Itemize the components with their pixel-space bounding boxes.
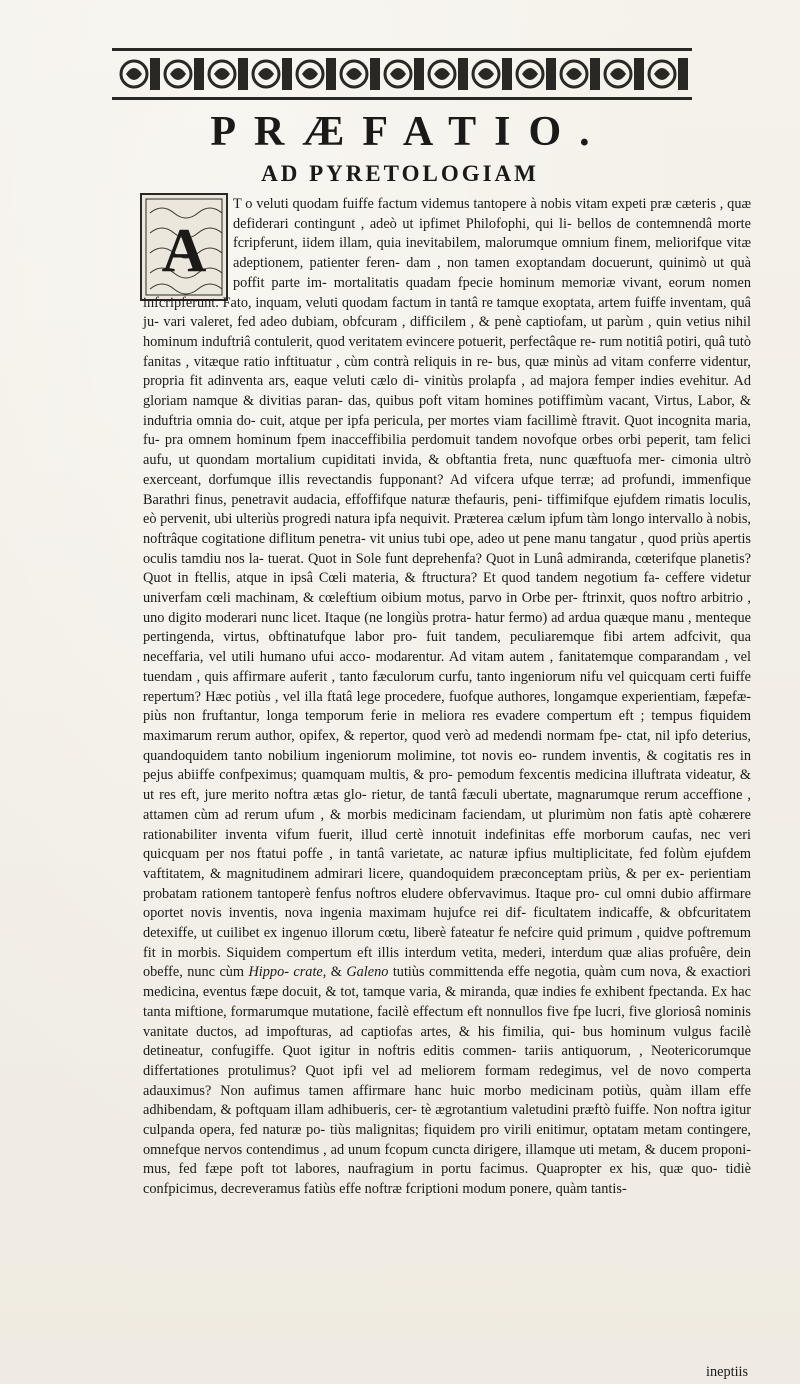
head-ornament-band: [112, 48, 692, 100]
author-name-galen: Galeno: [346, 964, 389, 981]
preface-body: [143, 195, 751, 1200]
preface-title: PRÆFATIO.: [210, 109, 608, 155]
preface-subtitle: AD PYRETOLOGIAM: [261, 161, 539, 186]
body-text-main: T o veluti quodam fuiffe factum videmus tantopere à nobis vitam expeti præ cæteris , quæ defiderari contingunt , adeò ut ipfimet Philofophi, qui li- bellos de contemnendâ morte fcripferunt, iidem illam, quia inevitabilem, malorumque omnium finem, meliorifque vitæ adeptionem, patienter feren- dam , non tamen exoptandam docuerunt, quinimò ut quà poffit parte im- mortalitatis quadam fpecie hominum memoriæ vivant, eorum nomen infcripferunt. Fato, inquam, veluti quodam factum in tantâ re tamque exoptata, artem fuiffe inventam, quâ ju- vari valeret, fed adeo dubiam, obfcuram , difficilem , & penè captiofam, ut parùm , quin vetius nihil hominum induftriâ contulerit, quod veritatem evincere potuerit, perfectâque re- rum notitiâ potiri, quâ tutò fanitas , vitæque ratio inftituatur , cùm contrà reliquis in re- bus, quæ minùs ad vitam conferre videntur, propria fit adinventa ars, eaque veluti cælo di- vinitùs prolapfa , ad majora femper indies evehitur. Ad gloriam namque & divitias paran- das, quibus poft vitam homines potiffimùm vacant, Virtus, Labor, & induftria omnia do- cuit, atque per ipfa pericula, per mortes viam facillimè ftravit. Quot incognita maria, fu- pra omnem hominum fpem inacceffibilia perdomuit tandem novofque orbes orbi peperit, tam felici aufu, ut quondam mortalium cupiditati invida, & obftantia freta, nunc quæftuofa mer- cimonia ultrò exerceant, dorfumque illis revectandis fupponant? Ad vifcera ufque terræ; ad profundi, immenfique Barathri finus, penetravit audacia, effoffifque naturæ thefauris, peni- tiffimifque ejufdem rimatis loculis, eò pervenit, ubi ulteriùs progredi natura ipfa nequivit. Præterea cælum ipfum tàm longo intervallo à nobis, noftrâque cogitatione diflitum penetra- vit unius tubi ope, adeo ut pene manu tangatur , quod priùs apertis oculis tamdiu nos la- tuerat. Quot in Sole funt deprehenfa? Quot in Lunâ admiranda, cœterifque planetis? Quot in ftellis, atque in ipsâ Cœli materia, & ftructura? Et quod tandem negotium fa- ceffere videtur univerfam cœli machinam, & cœleftium oibium motus, parvo in Orbe per- ftrinxit, quos noftro arbitrio , uno digito moderari nunc licet. Itaque (ne longiùs protra- hatur fermo) ad ardua quæque manu , menteque pertingenda, virtus, obftinatufque labor pro- fuit tandem, peculiaremque fibi artem adfcivit, qua neceffaria, vel utili humano ufui acco- modarentur. Ad vitam autem , fanitatemque comparandam , vel tuendam , quis affirmare auferit , tanto fæculorum curfu, tanto ingeniorum nifu vel quicquam certi fuiffe repertum? Hæc potiùs , vel illa ftatâ lege procedere, fuofque authores, longamque experientiam, fæpefæ- piùs non fruftantur, longa temporum ferie in meliora res evadere compertum eft ; tempus fiquidem maximarum rerum author, opifex, & repertor, quod verò ad medendi normam fpe- ctat, nil ipfo deterius, quandoquidem tanto nobilium ingeniorum molimine, tot novis eo- rundem inventis, & cogitatis res in pejus abiiffe confpeximus; quamquam multis, & pro- pemodum fexcentis medicina illuftrata videatur, & ut res eft, jure merito noftra ætas glo- rietur, de tantâ fæculi ubertate, magnarumque rerum acceffione , attamen cùm ad rerum ufum , & morbis medicinam faciendam, ut plurimùm non fatis aptè cohærere rationabiliter inventa vifum fuerit, illud certè innotuit indefinitas effe morborum caufas, nec veri quicquam per nos ftatui poffe , in tantâ varietate, ac naturæ ipfius multiplicitate, fed folùm ejufdem vaftitatem, & magnitudinem admirari licere, quandoquidem præconceptam priùs, & per ex- perientiam probatam rationem tantoperè fenfus noftros eludere obfervavimus. Itaque pro- cul omni dubio affirmare oportet novis inventis, nova ingenia maximam hujufce rei dif- ficultatem indicaffe, & obfcuritatem detexiffe, ut cuilibet ex ingenuo illorum cœtu, liberè fateatur fe nefcire quid primum , quidve poftremum fit in morbis. Siquidem compertum eft illis interdum vetita, mederi, interdum quæ alias profuêre, dein obeffe, nunc cùm: [143, 196, 751, 981]
body-paragraph: [143, 195, 751, 1200]
initial-glyph: A: [161, 217, 207, 285]
dropcap-spacer: [143, 195, 233, 293]
body-joiner: , &: [322, 964, 347, 981]
body-text-tail: tutiùs committenda effe negotia, quàm cum nova, & exactiori medicina, eventus fæpe docuit, & tot, tamque varia, & miranda, quæ indies fe exhibent fpectanda. Ex hac tanta miftione, formarumque mutatione, facilè effectum eft nonnullos five fpe lucri, five gloriosâ nominis vanitate ductos, ad impofturas, ad captiofas artes, & his fimilia, qui- bus hominum vulgus facilè detineatur, confugiffe. Quot igitur in noftris editis commen- tariis antiquorum, , Neotericorumque differtationes protulimus? Quot ipfi vel ad meliorem formam redegimus, vel de novo comperta adauximus? Non aufimus tamen affirmare hanc huic morbo medicinam potiùs, quàm illam effe adhibendam, & poftquam illam adhibueris, cer- tè ægrotantium valetudini præftò fuiffe. Non noftra igitur culpanda opera, fed naturæ po- tiùs malignitas; fiquidem pro virili enitimur, optatam metam contingere, omnefque nervos contendimus , ad unum fcopum cuncta dirigere, illamque uti metam, & ducem proponi- mus, fed fæpe poft tot labores, naufragium in portu facimus. Quapropter ex his, quæ quo- tidiè confpicimus, decreveramus fatiùs effe noftræ fcriptioni modum ponere, quàm tantis-: [143, 964, 752, 1198]
catchword: ineptiis: [706, 1364, 749, 1380]
author-name-hippocrates: Hippo- crate: [248, 964, 323, 981]
